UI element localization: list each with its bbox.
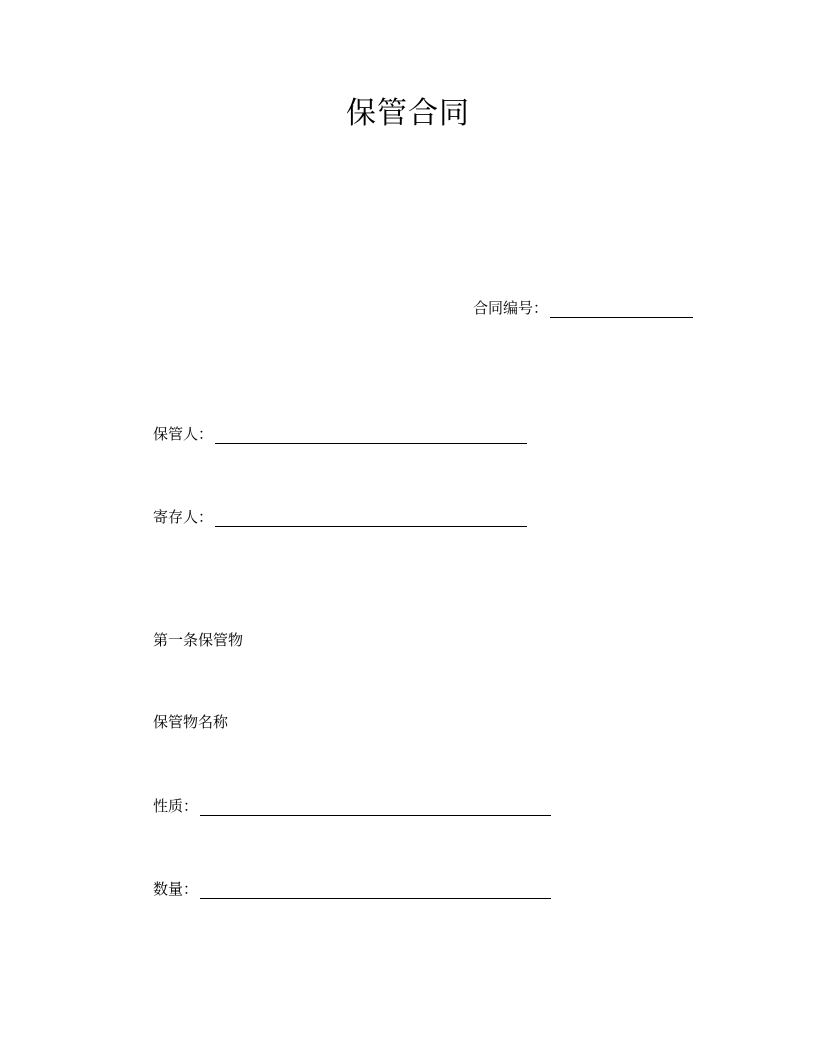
quantity-row xyxy=(153,879,551,899)
custodian-label: 保管人： xyxy=(153,425,214,443)
quantity-label: 数量： xyxy=(153,880,199,898)
nature-row xyxy=(153,796,551,816)
custodian-row xyxy=(153,424,527,444)
depositor-row xyxy=(153,507,527,527)
nature-blank[interactable] xyxy=(200,797,551,816)
custodian-blank[interactable] xyxy=(215,425,527,444)
item-name-label: 保管物名称 xyxy=(153,713,229,731)
quantity-blank[interactable] xyxy=(200,880,551,899)
document-title: 保管合同 xyxy=(346,96,470,131)
nature-label: 性质： xyxy=(153,797,199,815)
contract-number-row xyxy=(473,298,693,318)
contract-number-label: 合同编号： xyxy=(473,299,549,317)
depositor-blank[interactable] xyxy=(215,508,527,527)
contract-number-blank[interactable] xyxy=(550,299,693,318)
depositor-label: 寄存人： xyxy=(153,508,214,526)
article-1-heading: 第一条保管物 xyxy=(153,631,244,649)
